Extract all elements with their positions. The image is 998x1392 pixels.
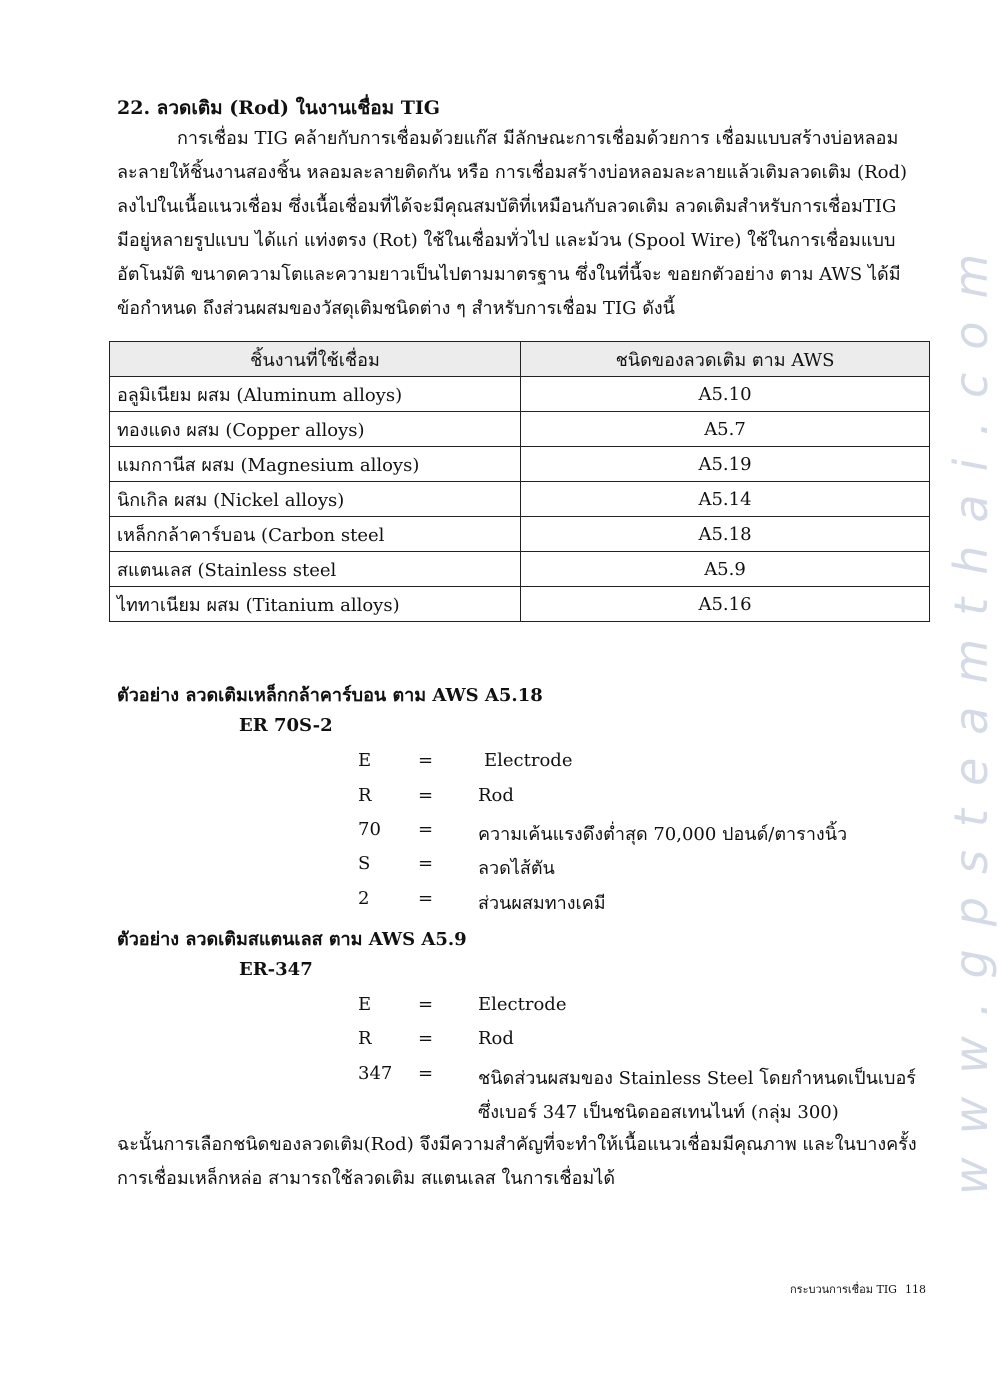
code-meaning: ลวดไส้ตัน <box>478 858 555 879</box>
table-cell-material: สแตนเลส (Stainless steel <box>110 552 521 587</box>
table-cell-aws: A5.9 <box>521 552 930 587</box>
footer-section-title: กระบวนการเชื่อม TIG <box>790 1283 897 1296</box>
table-row <box>110 412 930 447</box>
intro-line: มีอยู่หลายรูปแบบ ได้แก่ แท่งตรง (Rot) ใช้ในเชื่อมทั่วไป และม้วน (Spool Wire) ใช้ในการเชื่อมแบบ <box>117 230 896 251</box>
equals-sign: = <box>418 888 434 909</box>
intro-line: ละลายให้ชิ้นงานสองชิ้น หลอมละลายติดกัน หรือ การเชื่อมสร้างบ่อหลอมละลายแล้วเติมลวดเติม (Rod) <box>117 162 908 183</box>
conclusion-line: การเชื่อมเหล็กหล่อ สามารถใช้ลวดเติม สแตนเลส ในการเชื่อมได้ <box>117 1168 616 1189</box>
code-key: R <box>358 1028 372 1049</box>
table-cell-aws: A5.18 <box>521 517 930 552</box>
code-meaning: Rod <box>478 1028 514 1049</box>
code-key: E <box>358 994 372 1015</box>
code-key: 70 <box>358 819 381 840</box>
table-row <box>110 587 930 622</box>
code-key: S <box>358 853 371 874</box>
table-row <box>110 482 930 517</box>
code-key: 347 <box>358 1063 393 1084</box>
example2-code: ER-347 <box>239 959 313 980</box>
code-key: R <box>358 785 372 806</box>
intro-paragraph <box>117 122 922 326</box>
table-header-row <box>110 342 930 377</box>
page-footer <box>790 1280 926 1298</box>
table-cell-material: นิกเกิล ผสม (Nickel alloys) <box>110 482 521 517</box>
table-row <box>110 447 930 482</box>
page-number: 118 <box>904 1283 926 1296</box>
table-header-aws-type: ชนิดของลวดเติม ตาม AWS <box>521 342 930 377</box>
conclusion-paragraph <box>117 1128 922 1196</box>
table-cell-material: แมกกานีส ผสม (Magnesium alloys) <box>110 447 521 482</box>
table-cell-aws: A5.16 <box>521 587 930 622</box>
section-heading: 22. ลวดเติม (Rod) ในงานเชื่อม TIG <box>117 97 441 119</box>
table-row <box>110 517 930 552</box>
code-meaning: ความเค้นแรงดึงต่ำสุด 70,000 ปอนด์/ตารางนิ้ว <box>478 824 848 845</box>
table-header-workpiece: ชิ้นงานที่ใช้เชื่อม <box>110 342 521 377</box>
table-row <box>110 377 930 412</box>
conclusion-line: ฉะนั้นการเลือกชนิดของลวดเติม(Rod) จึงมีความสำคัญที่จะทำให้เนื้อแนวเชื่อมมีคุณภาพ และในบางครั้ง <box>117 1134 917 1155</box>
table-cell-material: อลูมิเนียม ผสม (Aluminum alloys) <box>110 377 521 412</box>
code-key: E <box>358 750 372 771</box>
equals-sign: = <box>418 785 434 806</box>
example2-title: ตัวอย่าง ลวดเติมสแตนเลส ตาม AWS A5.9 <box>117 929 467 950</box>
table-cell-aws: A5.7 <box>521 412 930 447</box>
code-meaning-continuation: ซึ่งเบอร์ 347 เป็นชนิดออสเทนไนท์ (กลุ่ม 300) <box>478 1102 839 1123</box>
table-cell-aws: A5.14 <box>521 482 930 517</box>
filler-rod-table <box>109 341 930 622</box>
intro-line: ข้อกำหนด ถึงส่วนผสมของวัสดุเติมชนิดต่าง ๆ สำหรับการเชื่อม TIG ดังนี้ <box>117 298 675 319</box>
table-row <box>110 552 930 587</box>
code-meaning: Electrode <box>478 994 567 1015</box>
table-cell-material: เหล็กกล้าคาร์บอน (Carbon steel <box>110 517 521 552</box>
code-meaning: ชนิดส่วนผสมของ Stainless Steel โดยกำหนดเป็นเบอร์ <box>478 1068 916 1089</box>
example1-title: ตัวอย่าง ลวดเติมเหล็กกล้าคาร์บอน ตาม AWS A5.18 <box>117 685 543 706</box>
code-key: 2 <box>358 888 370 909</box>
equals-sign: = <box>418 1063 434 1084</box>
code-meaning: ส่วนผสมทางเคมี <box>478 893 606 914</box>
example1-code: ER 70S-2 <box>239 715 333 736</box>
watermark-text: www.gpsteamthai.com <box>944 230 998 1195</box>
code-meaning: Electrode <box>484 750 573 771</box>
equals-sign: = <box>418 750 434 771</box>
intro-line: ลงไปในเนื้อแนวเชื่อม ซึ่งเนื้อเชื่อมที่ได้จะมีคุณสมบัติที่เหมือนกับลวดเติม ลวดเติมสำหรับการเชื่อมTIG <box>117 196 897 217</box>
equals-sign: = <box>418 853 434 874</box>
code-meaning: Rod <box>478 785 514 806</box>
table-cell-aws: A5.10 <box>521 377 930 412</box>
table-cell-aws: A5.19 <box>521 447 930 482</box>
table-cell-material: ทองแดง ผสม (Copper alloys) <box>110 412 521 447</box>
equals-sign: = <box>418 994 434 1015</box>
equals-sign: = <box>418 1028 434 1049</box>
intro-line: อัตโนมัติ ขนาดความโตและความยาวเป็นไปตามมาตรฐาน ซึ่งในที่นี้จะ ขอยกตัวอย่าง ตาม AWS ได้มี <box>117 264 901 285</box>
table-cell-material: ไททาเนียม ผสม (Titanium alloys) <box>110 587 521 622</box>
equals-sign: = <box>418 819 434 840</box>
intro-line: การเชื่อม TIG คล้ายกับการเชื่อมด้วยแก๊ส มีลักษณะการเชื่อมด้วยการ เชื่อมแบบสร้างบ่อหลอม <box>177 128 899 149</box>
